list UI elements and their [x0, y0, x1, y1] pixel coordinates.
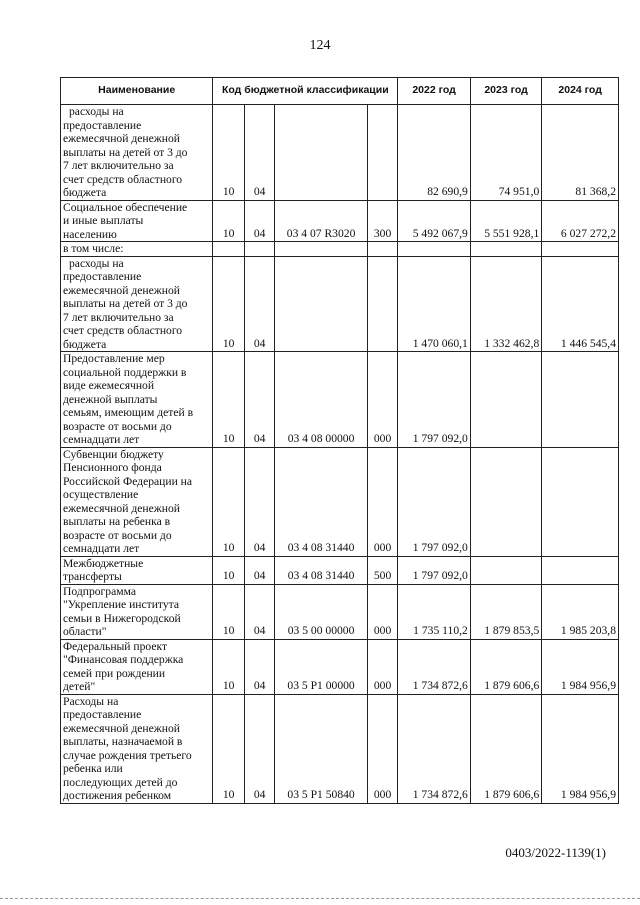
row-value-2024: [542, 556, 619, 584]
row-expense-type-code: 300: [367, 200, 398, 242]
row-value-2024: [542, 242, 619, 257]
row-section-code: 10: [213, 556, 245, 584]
row-name: Социальное обеспечение и иные выплаты населению: [61, 200, 213, 242]
row-subsection-code: 04: [244, 694, 274, 803]
row-value-2022: 1 797 092,0: [398, 447, 471, 556]
row-value-2024: 6 027 272,2: [542, 200, 619, 242]
row-value-2022: 1 734 872,6: [398, 694, 471, 803]
row-value-2022: 5 492 067,9: [398, 200, 471, 242]
row-section-code: [213, 242, 245, 257]
row-subsection-code: 04: [244, 200, 274, 242]
row-target-code: 03 4 07 R3020: [275, 200, 367, 242]
row-expense-type-code: [367, 242, 398, 257]
table-row: [61, 694, 619, 803]
row-value-2024: [542, 352, 619, 448]
row-target-code: 03 4 08 31440: [275, 556, 367, 584]
table-row: [61, 447, 619, 556]
row-name: в том числе:: [61, 242, 213, 257]
row-value-2023: [470, 352, 541, 448]
row-expense-type-code: [367, 256, 398, 352]
row-expense-type-code: 000: [367, 447, 398, 556]
row-expense-type-code: [367, 105, 398, 201]
row-subsection-code: 04: [244, 256, 274, 352]
row-value-2024: 1 446 545,4: [542, 256, 619, 352]
row-expense-type-code: 000: [367, 584, 398, 639]
row-target-code: 03 4 08 31440: [275, 447, 367, 556]
row-value-2024: 1 984 956,9: [542, 694, 619, 803]
row-name: Федеральный проект "Финансовая поддержка семей при рождении детей": [61, 639, 213, 694]
table-row: [61, 200, 619, 242]
row-value-2022: 1 470 060,1: [398, 256, 471, 352]
table-row: [61, 256, 619, 352]
row-value-2023: 1 332 462,8: [470, 256, 541, 352]
header-2023: 2023 год: [470, 78, 541, 105]
row-subsection-code: [244, 242, 274, 257]
scan-edge-artifact: [0, 898, 640, 901]
row-value-2023: 1 879 606,6: [470, 694, 541, 803]
row-section-code: 10: [213, 584, 245, 639]
row-name: Предоставление мер социальной поддержки в виде ежемесячной денежной выплаты семьям, имеющим детей в возрасте от восьми до семнадцати лет: [61, 352, 213, 448]
row-value-2023: 74 951,0: [470, 105, 541, 201]
row-value-2024: 81 368,2: [542, 105, 619, 201]
row-name: Расходы на предоставление ежемесячной денежной выплаты, назначаемой в случае рождения третьего ребенка или последующих детей до достижения ребенком: [61, 694, 213, 803]
row-subsection-code: 04: [244, 639, 274, 694]
row-expense-type-code: 000: [367, 352, 398, 448]
header-2022: 2022 год: [398, 78, 471, 105]
row-value-2022: 82 690,9: [398, 105, 471, 201]
row-section-code: 10: [213, 105, 245, 201]
page-number: 124: [309, 38, 331, 53]
row-target-code: [275, 105, 367, 201]
table-row: [61, 584, 619, 639]
row-value-2023: [470, 556, 541, 584]
table-row: [61, 105, 619, 201]
row-name: Подпрограмма "Укрепление института семьи в Нижегородской области": [61, 584, 213, 639]
table-row: [61, 639, 619, 694]
header-code: Код бюджетной классификации: [213, 78, 398, 105]
row-value-2023: [470, 242, 541, 257]
row-subsection-code: 04: [244, 556, 274, 584]
row-value-2023: 5 551 928,1: [470, 200, 541, 242]
row-target-code: 03 5 P1 00000: [275, 639, 367, 694]
row-value-2024: 1 985 203,8: [542, 584, 619, 639]
row-value-2023: 1 879 853,5: [470, 584, 541, 639]
table-row: [61, 352, 619, 448]
table-header-row: [61, 78, 619, 105]
row-subsection-code: 04: [244, 105, 274, 201]
header-2024: 2024 год: [542, 78, 619, 105]
row-target-code: [275, 256, 367, 352]
row-value-2022: 1 797 092,0: [398, 352, 471, 448]
header-name: Наименование: [61, 78, 213, 105]
document-code: 0403/2022-1139(1): [505, 845, 606, 860]
row-subsection-code: 04: [244, 447, 274, 556]
row-name: расходы на предоставление ежемесячной денежной выплаты на детей от 3 до 7 лет включительно за счет средств областного бюджета: [61, 256, 213, 352]
row-expense-type-code: 500: [367, 556, 398, 584]
row-value-2022: 1 734 872,6: [398, 639, 471, 694]
row-value-2024: 1 984 956,9: [542, 639, 619, 694]
row-expense-type-code: 000: [367, 694, 398, 803]
table-row: [61, 242, 619, 257]
row-expense-type-code: 000: [367, 639, 398, 694]
row-target-code: 03 4 08 00000: [275, 352, 367, 448]
row-value-2022: [398, 242, 471, 257]
row-section-code: 10: [213, 200, 245, 242]
row-name: Субвенции бюджету Пенсионного фонда Российской Федерации на осуществление ежемесячной денежной выплаты на ребенка в возрасте от восьми до семнадцати лет: [61, 447, 213, 556]
row-target-code: 03 5 P1 50840: [275, 694, 367, 803]
row-value-2022: 1 797 092,0: [398, 556, 471, 584]
budget-table: [60, 77, 619, 804]
row-section-code: 10: [213, 639, 245, 694]
row-name: расходы на предоставление ежемесячной денежной выплаты на детей от 3 до 7 лет включительно за счет средств областного бюджета: [61, 105, 213, 201]
row-section-code: 10: [213, 447, 245, 556]
row-value-2023: 1 879 606,6: [470, 639, 541, 694]
row-section-code: 10: [213, 352, 245, 448]
row-value-2024: [542, 447, 619, 556]
row-subsection-code: 04: [244, 352, 274, 448]
row-name: Межбюджетные трансферты: [61, 556, 213, 584]
row-value-2023: [470, 447, 541, 556]
row-target-code: 03 5 00 00000: [275, 584, 367, 639]
row-section-code: 10: [213, 256, 245, 352]
row-target-code: [275, 242, 367, 257]
row-value-2022: 1 735 110,2: [398, 584, 471, 639]
table-row: [61, 556, 619, 584]
row-subsection-code: 04: [244, 584, 274, 639]
row-section-code: 10: [213, 694, 245, 803]
